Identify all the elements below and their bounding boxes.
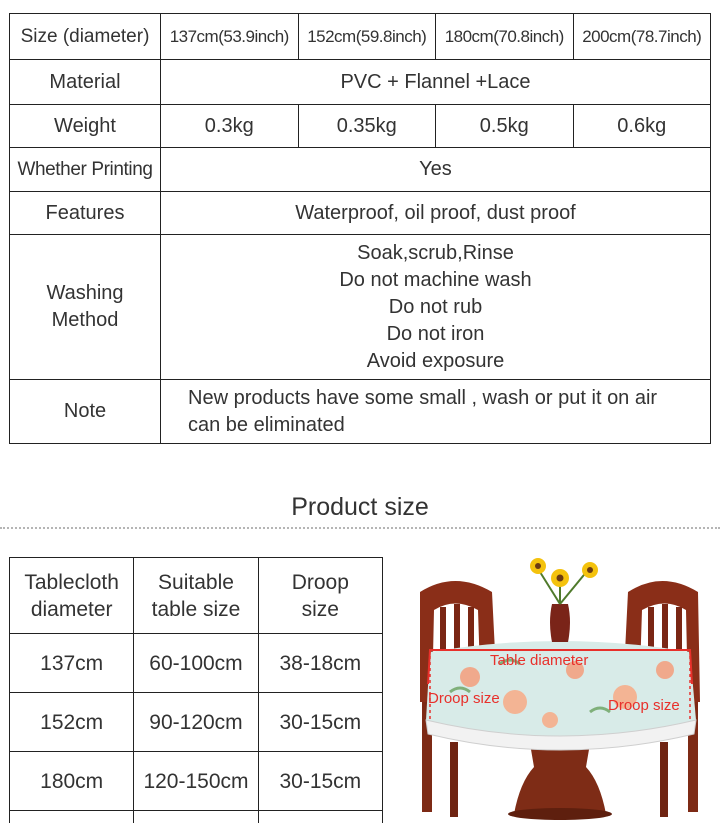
table-cell <box>134 811 258 824</box>
table-cell: 30-15cm <box>258 693 382 752</box>
washing-instruction: Do not rub <box>388 295 483 318</box>
table-cell: 30-15cm <box>258 752 382 811</box>
header-line: diameter <box>30 597 113 621</box>
washing-instruction: Do not iron <box>386 322 485 345</box>
printing-row <box>10 148 711 192</box>
header-line: Droop <box>291 570 349 594</box>
size-row <box>10 14 711 60</box>
droop-size-left-label: Droop size <box>428 690 500 707</box>
features-value: Waterproof, oil proof, dust proof <box>161 192 711 235</box>
weight-value: 0.35kg <box>298 105 436 148</box>
size-value: 152cm(59.8inch) <box>298 14 436 60</box>
table-cell: 152cm <box>10 693 134 752</box>
note-row <box>10 380 711 444</box>
table-row <box>10 634 383 693</box>
washing-instruction: Avoid exposure <box>366 349 505 372</box>
washing-instruction: Soak,scrub,Rinse <box>357 241 514 264</box>
header-line: table size <box>151 597 241 621</box>
table-diameter-label: Table diameter <box>490 652 589 669</box>
table-cell: 38-18cm <box>258 634 382 693</box>
material-label: Material <box>10 60 161 105</box>
table-cell <box>258 811 382 824</box>
product-size-title: Product size <box>291 493 429 521</box>
washing-value <box>161 235 711 380</box>
note-value: New products have some small , wash or put it on air can be eliminated <box>161 380 711 444</box>
weight-value: 0.5kg <box>436 105 574 148</box>
note-label: Note <box>10 380 161 444</box>
printing-label: Whether Printing <box>10 148 161 192</box>
washing-label-line: Method <box>51 309 119 331</box>
size-value: 180cm(70.8inch) <box>436 14 574 60</box>
header-line: Tablecloth <box>24 570 119 594</box>
washing-label-line: Washing <box>46 282 124 304</box>
washing-label <box>10 235 161 380</box>
table-cell: 120-150cm <box>134 752 258 811</box>
size-table-header <box>10 558 383 634</box>
size-value: 200cm(78.7inch) <box>573 14 711 60</box>
features-label: Features <box>10 192 161 235</box>
weight-label: Weight <box>10 105 161 148</box>
table-cell: 60-100cm <box>134 634 258 693</box>
table-row <box>10 693 383 752</box>
header-cell <box>134 558 258 634</box>
dotted-divider <box>0 527 720 529</box>
size-label: Size (diameter) <box>10 14 161 60</box>
weight-value: 0.3kg <box>161 105 299 148</box>
tablecloth-illustration <box>410 552 710 822</box>
droop-size-right-label: Droop size <box>608 697 680 714</box>
spec-table <box>9 13 711 444</box>
table-cell: 90-120cm <box>134 693 258 752</box>
table-cell <box>10 811 134 824</box>
washing-instruction: Do not machine wash <box>339 268 532 291</box>
table-cell: 180cm <box>10 752 134 811</box>
material-row <box>10 60 711 105</box>
table-row-cut <box>10 811 383 824</box>
vase-with-sunflowers-image <box>530 558 598 642</box>
header-line: Suitable <box>158 570 234 594</box>
washing-row <box>10 235 711 380</box>
size-table <box>9 557 383 823</box>
weight-row <box>10 105 711 148</box>
material-value: PVC + Flannel +Lace <box>161 60 711 105</box>
header-cell <box>10 558 134 634</box>
header-line: size <box>301 597 339 621</box>
printing-value: Yes <box>161 148 711 192</box>
header-cell <box>258 558 382 634</box>
features-row <box>10 192 711 235</box>
size-value: 137cm(53.9inch) <box>161 14 299 60</box>
table-row <box>10 752 383 811</box>
weight-value: 0.6kg <box>573 105 711 148</box>
table-cell: 137cm <box>10 634 134 693</box>
